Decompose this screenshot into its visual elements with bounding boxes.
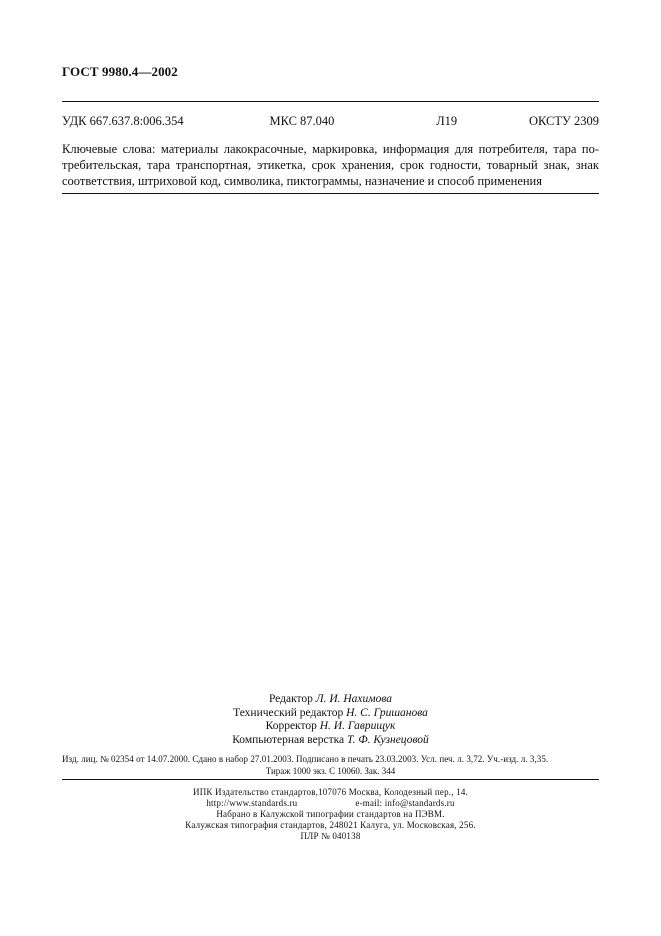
credit-proofreader xyxy=(0,720,661,734)
udk-code: УДК 667.637.8:006.354 xyxy=(62,114,184,128)
credit-editor xyxy=(0,693,661,707)
credit-name: Л. И. Нахимова xyxy=(315,693,393,705)
top-divider xyxy=(62,101,599,102)
okstu-code: ОКСТУ 2309 xyxy=(528,114,599,128)
publication-info-line1: Изд. лиц. № 02354 от 14.07.2000. Сдано в набор 27.01.2003. Подписано в печать 23.03.2003. Усл. печ. л. 3,72. Уч.-изд. л. 3,35. xyxy=(62,754,549,764)
keywords-line: требительская, тара транспортная, этикетка, срок хранения, срок годности, товарный знак, знак xyxy=(62,158,599,172)
credits-block xyxy=(0,693,661,747)
mks-code: МКС 87.040 xyxy=(269,114,335,128)
keywords-line: соответствия, штриховой код, символика, пиктограммы, назначение и способ применения xyxy=(62,174,542,188)
credit-role: Редактор xyxy=(268,693,313,705)
keywords-divider xyxy=(62,193,599,194)
email-address: e-mail: info@standards.ru xyxy=(355,798,455,808)
credit-name: Н. И. Гаврищук xyxy=(319,720,396,732)
credit-role: Корректор xyxy=(265,720,317,732)
typeset-note: Набрано в Калужской типографии стандартов на ПЭВМ. xyxy=(216,809,445,819)
credit-layout xyxy=(0,734,661,748)
credit-tech-editor xyxy=(0,707,661,721)
license-number: ПЛР № 040138 xyxy=(300,831,361,841)
publication-info-line2: Тираж 1000 экз. С 10060. Зак. 344 xyxy=(265,766,396,776)
website-link: http://www.standards.ru xyxy=(206,798,298,808)
credit-name: Т. Ф. Кузнецовой xyxy=(347,733,429,746)
keywords-paragraph xyxy=(62,141,599,189)
printer-address: Калужская типография стандартов, 248021 Калуга, ул. Московская, 256. xyxy=(185,820,476,830)
classification-row xyxy=(62,114,599,129)
imprint-divider xyxy=(62,779,599,780)
credit-role: Компьютерная верстка xyxy=(232,733,345,746)
standard-code: ГОСТ 9980.4—2002 xyxy=(62,64,178,79)
credit-name: Н. С. Гришанова xyxy=(346,706,428,719)
credit-role: Технический редактор xyxy=(233,706,344,719)
imprint-block xyxy=(0,787,661,842)
publication-info xyxy=(62,753,599,777)
contact-row xyxy=(0,798,661,809)
group-code: Л19 xyxy=(436,114,458,128)
keywords-line: Ключевые слова: материалы лакокрасочные, маркировка, информация для потребителя, тара по- xyxy=(62,142,599,156)
publisher-address: ИПК Издательство стандартов,107076 Москва, Колодезный пер., 14. xyxy=(193,787,468,797)
